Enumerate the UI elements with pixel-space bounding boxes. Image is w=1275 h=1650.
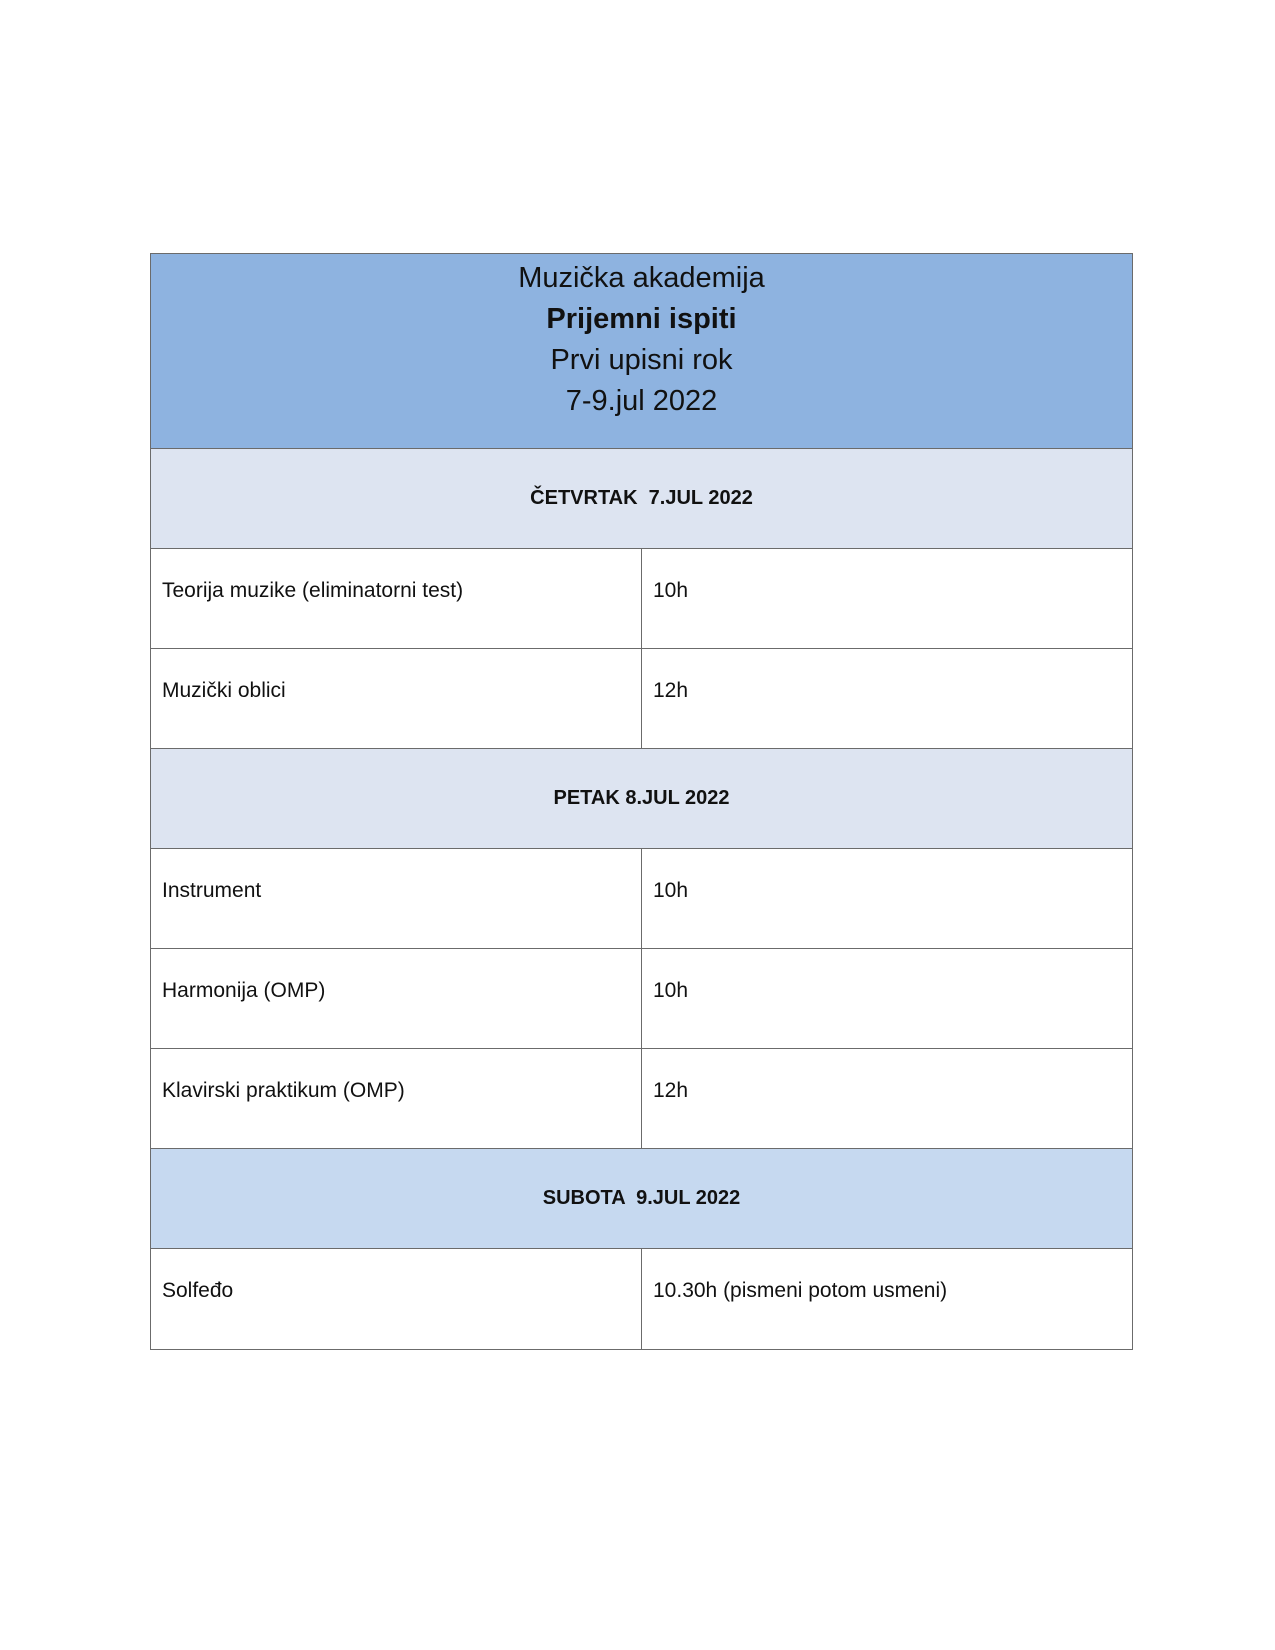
subject-cell: Instrument bbox=[151, 849, 642, 948]
time-cell: 12h bbox=[653, 679, 689, 702]
time-cell: 10h bbox=[653, 979, 689, 1002]
time-cell: 10.30h (pismeni potom usmeni) bbox=[653, 1279, 948, 1302]
subject-cell: Klavirski praktikum (OMP) bbox=[151, 1049, 642, 1148]
table-row bbox=[151, 549, 1132, 649]
subject-cell: Muzički oblici bbox=[151, 649, 642, 748]
day-header-saturday: SUBOTA 9.JUL 2022 bbox=[151, 1149, 1132, 1249]
time-cell: 10h bbox=[653, 879, 689, 902]
schedule-title: Prijemni ispiti bbox=[546, 303, 737, 335]
day-header-friday: PETAK 8.JUL 2022 bbox=[151, 749, 1132, 849]
exam-dates: 7-9.jul 2022 bbox=[565, 385, 718, 417]
table-row bbox=[151, 649, 1132, 749]
time-cell: 10h bbox=[653, 579, 689, 602]
day-header-thursday: ČETVRTAK 7.JUL 2022 bbox=[151, 449, 1132, 549]
exam-schedule-table bbox=[150, 253, 1133, 1350]
subject-cell: Solfeđo bbox=[151, 1249, 642, 1349]
subject-cell: Harmonija (OMP) bbox=[151, 949, 642, 1048]
table-row bbox=[151, 949, 1132, 1049]
schedule-header bbox=[151, 254, 1132, 449]
table-row bbox=[151, 1049, 1132, 1149]
time-cell: 12h bbox=[653, 1079, 689, 1102]
table-row bbox=[151, 1249, 1132, 1349]
table-row bbox=[151, 849, 1132, 949]
institution-name: Muzička akademija bbox=[518, 262, 765, 294]
enrollment-period: Prvi upisni rok bbox=[550, 344, 733, 376]
subject-cell: Teorija muzike (eliminatorni test) bbox=[151, 549, 642, 648]
